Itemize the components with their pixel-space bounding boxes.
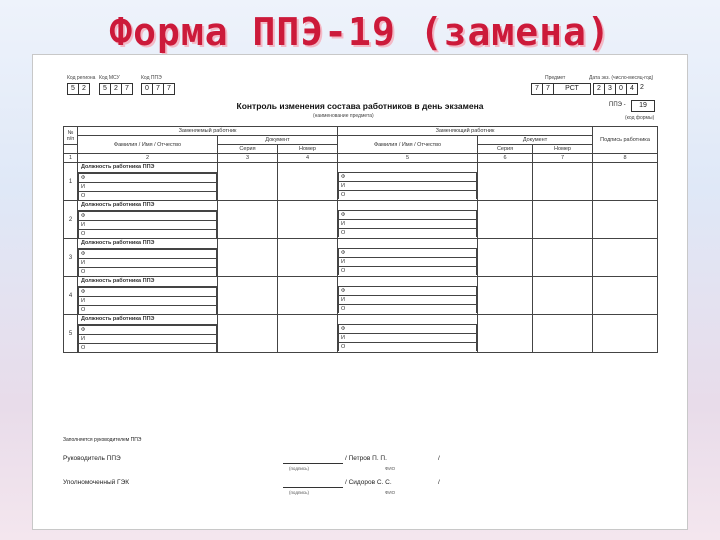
head-fio-caption: ФИО [385, 466, 396, 471]
doc-series-field-2[interactable] [478, 163, 533, 201]
date-digit: 4 [626, 83, 638, 95]
replaced-fio-cell[interactable] [78, 201, 218, 239]
date-digit: 0 [615, 83, 627, 95]
replaced-fio-cell[interactable] [78, 315, 218, 353]
region-label: Код региона [67, 75, 96, 81]
ppe-form-label: ППЭ - [609, 102, 626, 108]
replacing-fio-cell[interactable] [338, 315, 478, 353]
post-spacer [338, 277, 477, 286]
patronymic-field-2[interactable]: О [339, 229, 477, 238]
rep-name: / Сидоров С. С. [345, 479, 392, 486]
patronymic-field[interactable]: О [79, 192, 217, 201]
signature-field[interactable] [593, 315, 658, 353]
form-heading: Контроль изменения состава работников в день экзамена [236, 101, 484, 111]
mou-digit: 5 [99, 83, 111, 95]
surname-field[interactable]: Ф [79, 212, 217, 221]
post-spacer [338, 201, 477, 210]
header-replacing: Заменяющий работник [338, 127, 593, 136]
name-field-2[interactable]: И [339, 296, 477, 305]
doc-series-field[interactable] [218, 239, 278, 277]
ppe-code [141, 83, 174, 95]
row-number: 4 [64, 277, 78, 315]
replaced-fio-cell[interactable] [78, 163, 218, 201]
doc-number-field[interactable] [278, 201, 338, 239]
row-number: 3 [64, 239, 78, 277]
table-row [64, 163, 658, 201]
row-number: 5 [64, 315, 78, 353]
doc-number-field[interactable] [278, 315, 338, 353]
rep-slash: / [438, 479, 440, 486]
head-name: / Петров П. П. [345, 455, 387, 462]
name-field[interactable]: И [79, 183, 217, 192]
post-label: Должность работника ППЭ [78, 315, 217, 325]
header-replaced: Заменяемый работник [78, 127, 338, 136]
date-label: Дата экз. (число-месяц-год) [589, 75, 654, 81]
subject-digit: 7 [531, 83, 543, 95]
name-field-2[interactable]: И [339, 258, 477, 267]
date-digit: 2 [640, 84, 644, 91]
replacing-fio-cell[interactable] [338, 277, 478, 315]
name-field[interactable]: И [79, 335, 217, 344]
post-label: Должность работника ППЭ [78, 239, 217, 249]
patronymic-field[interactable]: О [79, 344, 217, 353]
table-row [64, 277, 658, 315]
col-num: 3 [218, 154, 278, 163]
ppe-form-number: 19 [631, 100, 655, 112]
patronymic-field-2[interactable]: О [339, 305, 477, 314]
ppe-form-sub: (код формы) [625, 115, 655, 121]
table-row [64, 239, 658, 277]
mou-digit: 7 [121, 83, 133, 95]
col-num: 7 [533, 154, 593, 163]
doc-number-field[interactable] [278, 239, 338, 277]
name-field[interactable]: И [79, 259, 217, 268]
col-num: 1 [64, 154, 78, 163]
table-row [64, 315, 658, 353]
surname-field[interactable]: Ф [79, 288, 217, 297]
header-number-doc-2: Номер [533, 145, 593, 154]
patronymic-field-2[interactable]: О [339, 343, 477, 352]
header-number-doc: Номер [278, 145, 338, 154]
header-series-2: Серия [478, 145, 533, 154]
date-digit: 2 [593, 83, 605, 95]
head-slash: / [438, 455, 440, 462]
surname-field-2[interactable]: Ф [339, 211, 477, 220]
patronymic-field-2[interactable]: О [339, 191, 477, 200]
ppe-digit: 7 [163, 83, 175, 95]
patronymic-field-2[interactable]: О [339, 267, 477, 276]
rep-fio-caption: ФИО [385, 490, 396, 495]
doc-series-field[interactable] [218, 277, 278, 315]
rep-sig-caption: (подпись) [289, 490, 310, 495]
ppe-digit: 0 [141, 83, 153, 95]
header-fio: Фамилия / Имя / Отчество [78, 136, 218, 154]
header-signature: Подпись работника [593, 127, 658, 154]
ppe-digit: 7 [152, 83, 164, 95]
header-doc-2: Документ [478, 136, 593, 145]
replaced-fio-cell[interactable] [78, 277, 218, 315]
surname-field[interactable]: Ф [79, 326, 217, 335]
mou-label: Код МСУ [99, 75, 120, 81]
surname-field-2[interactable]: Ф [339, 173, 477, 182]
surname-field-2[interactable]: Ф [339, 287, 477, 296]
doc-series-field[interactable] [218, 163, 278, 201]
head-sig-caption: (подпись) [289, 466, 310, 471]
mou-code [99, 83, 132, 95]
header-doc: Документ [218, 136, 338, 145]
rep-signature-line[interactable] [283, 479, 343, 488]
head-signature-line[interactable] [283, 455, 343, 464]
post-label: Должность работника ППЭ [78, 163, 217, 173]
doc-series-field-2[interactable] [478, 315, 533, 353]
doc-series-field[interactable] [218, 315, 278, 353]
table-row [64, 201, 658, 239]
header-series: Серия [218, 145, 278, 154]
subject-name: РСТ [553, 83, 591, 95]
col-num: 6 [478, 154, 533, 163]
region-digit: 5 [67, 83, 79, 95]
doc-number-field-2[interactable] [533, 315, 593, 353]
surname-field[interactable]: Ф [79, 174, 217, 183]
stamp-note: Заполняется руководителем ППЭ [63, 437, 142, 443]
patronymic-field[interactable]: О [79, 230, 217, 239]
col-num: 5 [338, 154, 478, 163]
post-spacer [338, 163, 477, 172]
patronymic-field[interactable]: О [79, 268, 217, 277]
surname-field-2[interactable]: Ф [339, 249, 477, 258]
replacement-table [63, 126, 658, 353]
row-number: 1 [64, 163, 78, 201]
surname-field[interactable]: Ф [79, 250, 217, 259]
heading-sub: (наименование предмета) [313, 113, 374, 119]
replaced-fio-cell[interactable] [78, 239, 218, 277]
header-fio-2: Фамилия / Имя / Отчество [338, 136, 478, 154]
col-num: 8 [593, 154, 658, 163]
column-numbers-row [64, 154, 658, 163]
name-field-2[interactable]: И [339, 220, 477, 229]
replacing-fio-cell[interactable] [338, 239, 478, 277]
date-digit: 3 [604, 83, 616, 95]
doc-number-field[interactable] [278, 277, 338, 315]
form-sheet [33, 55, 687, 529]
name-field[interactable]: И [79, 221, 217, 230]
name-field-2[interactable]: И [339, 334, 477, 343]
post-spacer [338, 239, 477, 248]
signature-field[interactable] [593, 201, 658, 239]
ppe-label: Код ППЭ [141, 75, 162, 81]
post-label: Должность работника ППЭ [78, 201, 217, 211]
col-num: 4 [278, 154, 338, 163]
doc-series-field-2[interactable] [478, 277, 533, 315]
header-number: № п/п [64, 127, 78, 145]
region-digit: 2 [78, 83, 90, 95]
head-label: Руководитель ППЭ [63, 455, 121, 462]
doc-series-field[interactable] [218, 201, 278, 239]
doc-series-field-2[interactable] [478, 201, 533, 239]
doc-number-field-2[interactable] [533, 163, 593, 201]
patronymic-field[interactable]: О [79, 306, 217, 315]
replacing-fio-cell[interactable] [338, 163, 478, 201]
row-number: 2 [64, 201, 78, 239]
slide-title: Форма ППЭ-19 (замена) [109, 10, 611, 54]
doc-number-field[interactable] [278, 163, 338, 201]
col-num: 2 [78, 154, 218, 163]
subject-digit: 7 [542, 83, 554, 95]
surname-field-2[interactable]: Ф [339, 325, 477, 334]
subject-code [531, 83, 590, 95]
subject-label: Предмет [545, 75, 566, 81]
signature-field[interactable] [593, 163, 658, 201]
post-spacer [338, 315, 477, 324]
name-field-2[interactable]: И [339, 182, 477, 191]
name-field[interactable]: И [79, 297, 217, 306]
doc-number-field-2[interactable] [533, 239, 593, 277]
signature-field[interactable] [593, 239, 658, 277]
doc-number-field-2[interactable] [533, 201, 593, 239]
mou-digit: 2 [110, 83, 122, 95]
replacing-fio-cell[interactable] [338, 201, 478, 239]
doc-number-field-2[interactable] [533, 277, 593, 315]
rep-label: Уполномоченный ГЭК [63, 479, 130, 486]
signature-field[interactable] [593, 277, 658, 315]
date-code [593, 83, 646, 95]
region-code [67, 83, 89, 95]
post-label: Должность работника ППЭ [78, 277, 217, 287]
doc-series-field-2[interactable] [478, 239, 533, 277]
